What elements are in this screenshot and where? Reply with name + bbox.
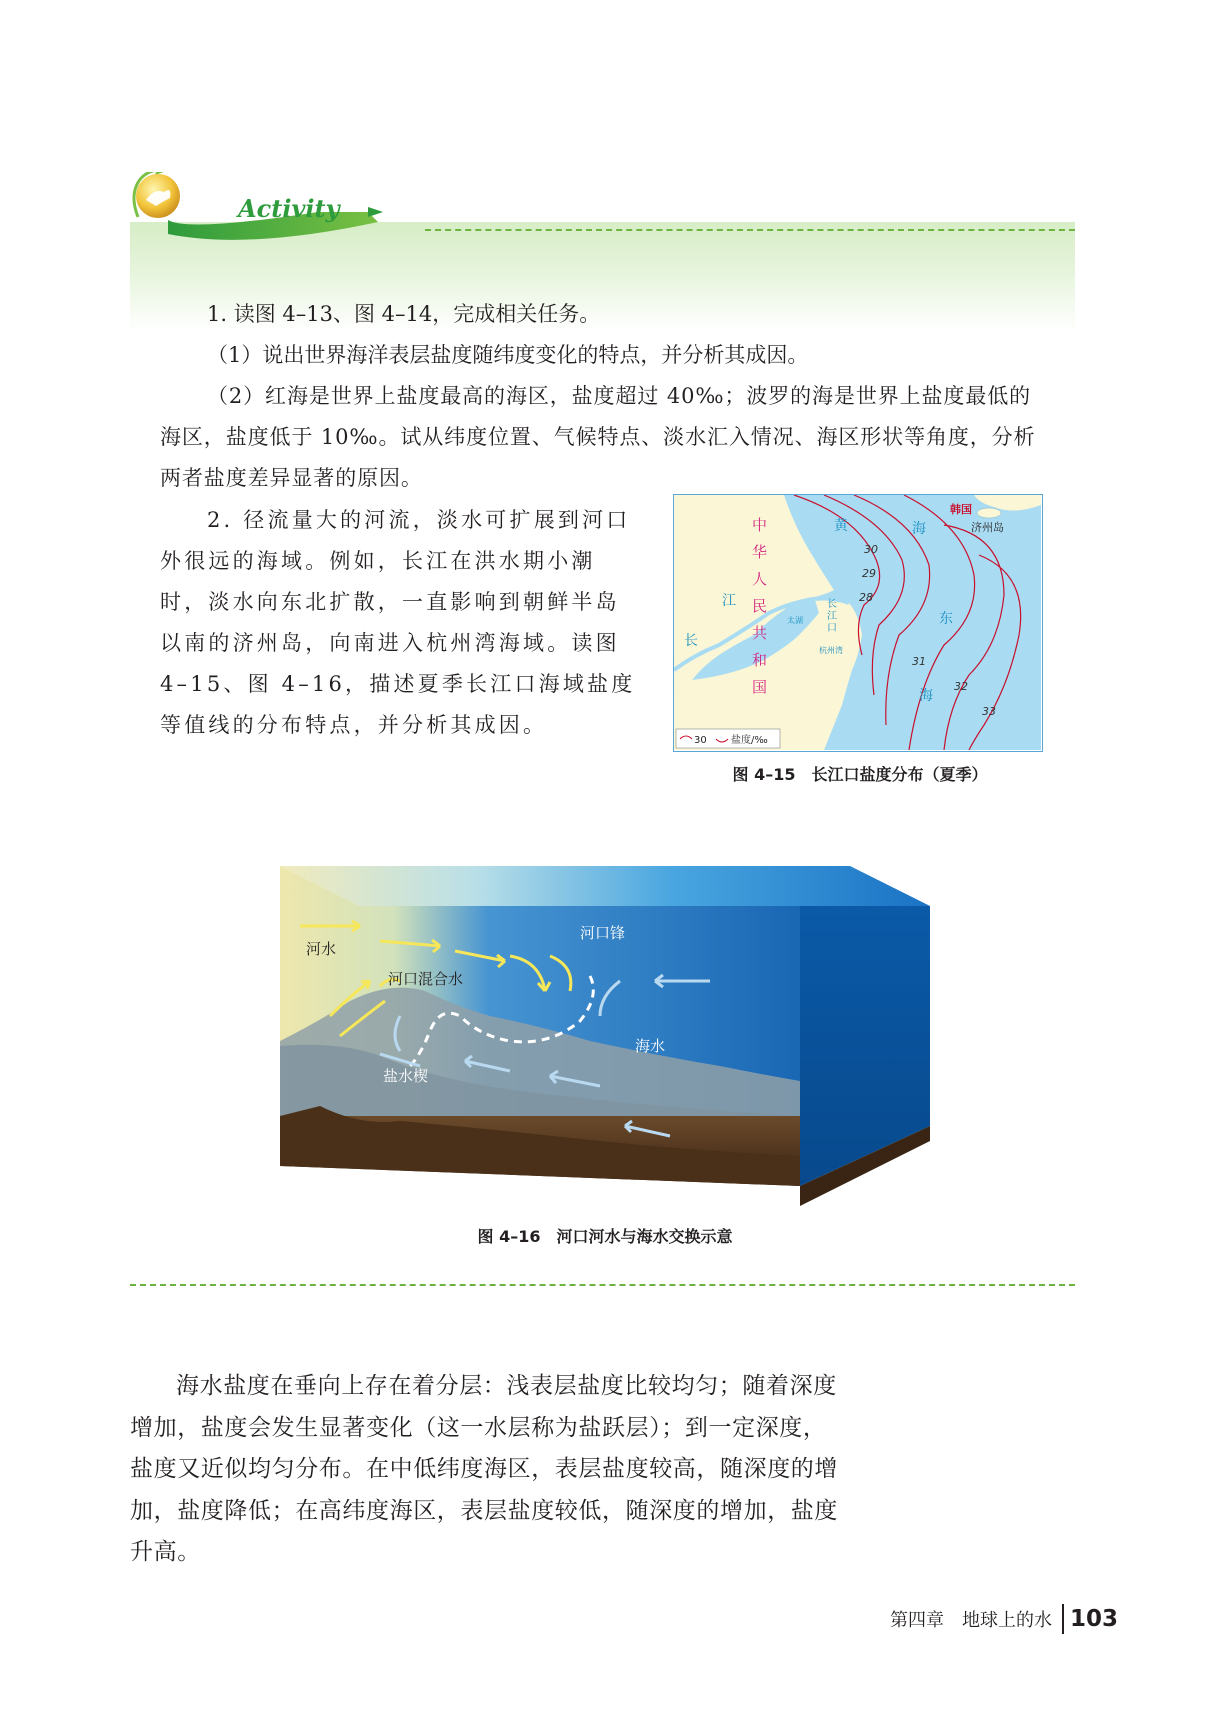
label-sea-water: 海水	[635, 1037, 666, 1055]
task-1-1: （1）说出世界海洋表层盐度随纬度变化的特点，并分析其成因。	[207, 343, 809, 367]
arrow-icon	[368, 207, 383, 217]
label-river-water: 河水	[306, 940, 337, 958]
activity-label-en: Activity	[238, 194, 340, 223]
svg-text:和: 和	[752, 651, 768, 669]
page-number: 103	[1070, 1606, 1119, 1632]
svg-text:国: 国	[752, 678, 768, 696]
main-paragraph: 海水盐度在垂向上存在着分层：浅表层盐度比较均匀；随着深度增加，盐度会发生显著变化（这一水层称为盐跃层）；到一定深度，盐度又近似均匀分布。在中低纬度海区，表层盐度较高，随深度的增加，盐度降低；在高纬度海区，表层盐度较低，随深度的增加，盐度升高。	[130, 1373, 838, 1565]
task-1: 1. 读图 4–13、图 4–14，完成相关任务。	[207, 302, 601, 326]
estuary-block-svg	[280, 866, 930, 1216]
taihu-label: 太湖	[787, 616, 803, 625]
page-footer	[890, 1604, 1118, 1634]
svg-text:中: 中	[752, 516, 768, 534]
svg-text:江: 江	[827, 611, 837, 622]
svg-text:民: 民	[752, 597, 768, 615]
svg-text:30: 30	[694, 735, 707, 746]
activity-header	[128, 172, 1078, 252]
footer-divider	[1062, 1604, 1064, 1634]
label-estuary-mixed: 河口混合水	[388, 970, 464, 988]
yellow-sea-label-1: 黄	[834, 518, 848, 534]
footer-chapter: 第四章 地球上的水	[890, 1610, 1052, 1631]
label-salt-wedge: 盐水楔	[383, 1067, 429, 1085]
activity-divider	[425, 229, 1075, 231]
isoline-label-31: 31	[912, 655, 926, 668]
salinity-map-svg	[674, 495, 1041, 750]
river-label-jiang: 江	[722, 593, 736, 609]
hangzhou-bay-label: 杭州湾	[819, 646, 843, 655]
river-label-chang: 长	[684, 633, 698, 649]
figure-4-15-caption: 图 4–15 长江口盐度分布（夏季）	[732, 765, 988, 784]
isoline-label-28: 28	[859, 591, 873, 604]
isoline-label-33: 33	[982, 705, 996, 718]
yellow-sea-label-2: 海	[912, 521, 926, 537]
svg-text:共: 共	[752, 624, 768, 642]
east-sea-label-2: 海	[919, 688, 933, 704]
task-1-2: （2）红海是世界上盐度最高的海区，盐度超过 40‰；波罗的海是世界上盐度最低的海区，盐度低于 10‰。试从纬度位置、气候特点、淡水汇入情况、海区形状等角度，分析两者盐度差异显著的原因。	[160, 384, 1036, 490]
figure-4-16-caption: 图 4–16 河口河水与海水交换示意	[477, 1227, 733, 1246]
jeju-label: 济州岛	[971, 521, 1004, 534]
activity-label-cn: 活动	[190, 198, 232, 222]
isoline-label-29: 29	[862, 567, 876, 580]
svg-text:口: 口	[827, 623, 837, 634]
salinity-map	[673, 494, 1043, 752]
svg-text:华: 华	[752, 543, 768, 561]
activity-bottom-divider	[130, 1284, 1075, 1286]
svg-text:长: 长	[827, 599, 837, 610]
legend-label: 盐度/‰	[731, 735, 768, 746]
svg-text:人: 人	[752, 570, 768, 588]
isoline-label-32: 32	[954, 680, 968, 693]
isoline-label-30: 30	[864, 543, 878, 556]
east-sea-label-1: 东	[939, 611, 953, 627]
estuary-block-diagram	[280, 866, 930, 1216]
label-estuary-front: 河口锋	[580, 924, 626, 942]
korea-label: 韩国	[950, 503, 972, 516]
task-2: 2. 径流量大的河流，淡水可扩展到河口外很远的海域。例如，长江在洪水期小潮时，淡水向东北扩散，一直影响到朝鲜半岛以南的济州岛，向南进入杭州湾海域。读图 4–15、图 4–16，描述夏季长江口海域盐度等值线的分布特点，并分析其成因。	[160, 508, 636, 737]
